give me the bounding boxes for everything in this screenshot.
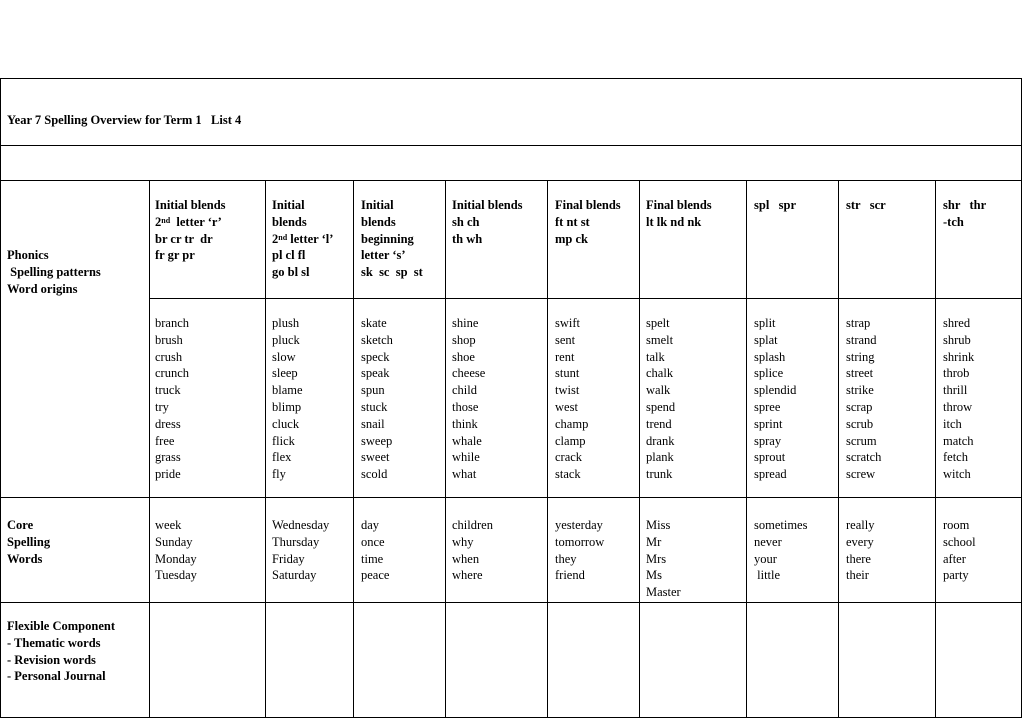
- spelling-word: shrub: [943, 332, 971, 347]
- spelling-word: scrub: [846, 416, 874, 431]
- core-word: Mrs: [646, 551, 667, 566]
- label-line: - Thematic words: [7, 635, 101, 650]
- spelling-word: trunk: [646, 467, 673, 482]
- spelling-word: spray: [754, 433, 782, 448]
- spelling-word: flex: [272, 450, 292, 465]
- spelling-word: shop: [452, 332, 476, 347]
- spelling-word: sweet: [361, 450, 390, 465]
- core-word: time: [361, 551, 384, 566]
- spelling-word: plush: [272, 316, 300, 330]
- document-title: Year 7 Spelling Overview for Term 1 List 4: [7, 113, 242, 127]
- spelling-word: spread: [754, 467, 787, 482]
- column-header: [943, 197, 986, 231]
- word-list: [155, 315, 189, 483]
- spelling-word: scold: [361, 467, 388, 482]
- spelling-word: chalk: [646, 366, 674, 381]
- spelling-word: splat: [754, 332, 778, 347]
- spelling-word: grass: [155, 450, 181, 465]
- word-list: [452, 315, 485, 483]
- spelling-word: clamp: [555, 433, 586, 448]
- core-word: Wednesday: [272, 518, 330, 532]
- header-line: lt lk nd nk: [646, 214, 702, 229]
- spelling-word: street: [846, 366, 874, 381]
- core-word: they: [555, 551, 577, 566]
- spelling-word: blame: [272, 383, 303, 398]
- core-word: room: [943, 518, 970, 532]
- spelling-word: sweep: [361, 433, 393, 448]
- column-divider: [149, 180, 150, 718]
- core-word: Tuesday: [155, 568, 197, 583]
- word-list: [846, 315, 881, 483]
- header-text: 2: [155, 214, 162, 229]
- row-divider: [0, 180, 1022, 181]
- spelling-word: fly: [272, 467, 286, 482]
- spelling-word: what: [452, 467, 477, 482]
- header-line: letter ‘s’: [361, 248, 406, 263]
- header-line: Initial: [361, 198, 394, 212]
- core-word: peace: [361, 568, 390, 583]
- label-line: Spelling patterns: [7, 264, 101, 279]
- spelling-word: try: [155, 399, 169, 414]
- core-word: every: [846, 534, 874, 549]
- core-word: Saturday: [272, 568, 317, 583]
- spelling-word: smelt: [646, 332, 674, 347]
- column-header: [754, 197, 796, 214]
- core-word: there: [846, 551, 871, 566]
- column-divider: [547, 180, 548, 718]
- core-word: Miss: [646, 518, 671, 532]
- spelling-word: talk: [646, 349, 665, 364]
- header-line: sk sc sp st: [361, 265, 423, 280]
- row-divider: [0, 602, 1022, 603]
- spelling-word: those: [452, 399, 479, 414]
- spelling-word: strand: [846, 332, 877, 347]
- spelling-word: sleep: [272, 366, 298, 381]
- header-line: shr thr: [943, 198, 987, 212]
- header-line: [272, 231, 333, 248]
- header-line: th wh: [452, 231, 483, 246]
- header-line: -tch: [943, 214, 964, 229]
- column-header: [155, 197, 226, 264]
- core-word: children: [452, 518, 493, 532]
- spelling-word: blimp: [272, 399, 302, 414]
- core-word: after: [943, 551, 966, 566]
- header-line: Initial blends: [155, 198, 226, 212]
- header-superscript: nd: [161, 215, 171, 225]
- spelling-word: fetch: [943, 450, 968, 465]
- spelling-word: west: [555, 399, 578, 414]
- core-word-list: [272, 517, 329, 584]
- core-word-list: [452, 517, 493, 584]
- header-line: Initial blends: [452, 198, 523, 212]
- spelling-word: sprout: [754, 450, 786, 465]
- core-word-list: [754, 517, 807, 584]
- core-word: school: [943, 534, 976, 549]
- core-word: tomorrow: [555, 534, 605, 549]
- spelling-word: whale: [452, 433, 482, 448]
- spelling-word: free: [155, 433, 175, 448]
- header-line: go bl sl: [272, 265, 310, 280]
- core-word: Thursday: [272, 534, 320, 549]
- core-word-list: [646, 517, 681, 601]
- column-header: [272, 197, 333, 281]
- spelling-word: match: [943, 433, 974, 448]
- spelling-word: split: [754, 316, 776, 330]
- header-text: 2: [272, 231, 279, 246]
- row-divider: [149, 298, 1022, 299]
- column-header: [646, 197, 712, 231]
- core-row-label: [7, 517, 50, 567]
- word-list: [943, 315, 974, 483]
- spelling-word: splendid: [754, 383, 797, 398]
- core-word: where: [452, 568, 483, 583]
- core-word: once: [361, 534, 385, 549]
- spelling-word: trend: [646, 416, 672, 431]
- spelling-word: speak: [361, 366, 390, 381]
- header-line: fr gr pr: [155, 248, 195, 263]
- spelling-word: scrum: [846, 433, 877, 448]
- spelling-word: sketch: [361, 332, 393, 347]
- spelling-word: shoe: [452, 349, 475, 364]
- spelling-word: spend: [646, 399, 676, 414]
- spelling-word: crack: [555, 450, 583, 465]
- spelling-word: drank: [646, 433, 675, 448]
- row-divider: [0, 145, 1022, 146]
- spelling-word: skate: [361, 316, 387, 330]
- core-word-list: [943, 517, 976, 584]
- core-word: when: [452, 551, 480, 566]
- column-divider: [746, 180, 747, 718]
- core-word: week: [155, 518, 182, 532]
- spelling-word: flick: [272, 433, 295, 448]
- row-divider: [0, 497, 1022, 498]
- core-word-list: [361, 517, 389, 584]
- header-line: br cr tr dr: [155, 231, 213, 246]
- label-line: - Revision words: [7, 652, 96, 667]
- core-word: Sunday: [155, 534, 193, 549]
- core-word: Master: [646, 585, 681, 600]
- header-superscript: nd: [278, 232, 288, 242]
- spelling-word: brush: [155, 332, 183, 347]
- header-line: pl cl fl: [272, 248, 306, 263]
- core-word-list: [555, 517, 604, 584]
- core-word: Mr: [646, 534, 662, 549]
- header-line: Initial: [272, 198, 305, 212]
- header-line: str scr: [846, 198, 886, 212]
- spelling-word: cheese: [452, 366, 486, 381]
- header-line: sh ch: [452, 214, 480, 229]
- spelling-word: throb: [943, 366, 970, 381]
- flexible-row-label: [7, 618, 115, 685]
- label-line: Spelling: [7, 534, 51, 549]
- spelling-word: branch: [155, 316, 190, 330]
- spelling-word: walk: [646, 383, 671, 398]
- spelling-word: dress: [155, 416, 181, 431]
- column-header: [555, 197, 621, 247]
- core-word: sometimes: [754, 518, 808, 532]
- spelling-word: shine: [452, 316, 479, 330]
- core-word: friend: [555, 568, 585, 583]
- spelling-word: sent: [555, 332, 576, 347]
- spelling-word: shrink: [943, 349, 975, 364]
- spelling-word: slow: [272, 349, 296, 364]
- column-divider: [838, 180, 839, 718]
- word-list: [361, 315, 393, 483]
- spelling-word: stunt: [555, 366, 580, 381]
- word-list: [272, 315, 303, 483]
- header-text: letter ‘l’: [287, 231, 334, 246]
- spelling-word: truck: [155, 383, 181, 398]
- core-word: your: [754, 551, 777, 566]
- spelling-word: champ: [555, 416, 589, 431]
- label-line: Flexible Component: [7, 619, 115, 633]
- spelling-word: rent: [555, 349, 575, 364]
- spelling-word: shred: [943, 316, 971, 330]
- core-word: day: [361, 518, 380, 532]
- spelling-word: thrill: [943, 383, 968, 398]
- core-word: Monday: [155, 551, 197, 566]
- header-line: Final blends: [555, 198, 621, 212]
- header-line: blends: [272, 214, 307, 229]
- spelling-word: sprint: [754, 416, 783, 431]
- column-header: [452, 197, 523, 247]
- header-line: mp ck: [555, 231, 588, 246]
- spelling-word: witch: [943, 467, 971, 482]
- spelling-word: spun: [361, 383, 385, 398]
- column-divider: [445, 180, 446, 718]
- spelling-word: plank: [646, 450, 674, 465]
- label-line: Words: [7, 551, 43, 566]
- column-divider: [935, 180, 936, 718]
- column-header: [846, 197, 886, 214]
- spelling-word: scrap: [846, 399, 873, 414]
- core-word: party: [943, 568, 969, 583]
- spelling-word: crush: [155, 349, 183, 364]
- label-line: Core: [7, 518, 34, 532]
- spelling-word: spelt: [646, 316, 670, 330]
- column-divider: [265, 180, 266, 718]
- spelling-word: strap: [846, 316, 871, 330]
- spelling-word: cluck: [272, 416, 300, 431]
- spelling-word: while: [452, 450, 480, 465]
- core-word: why: [452, 534, 474, 549]
- phonics-row-label: [7, 247, 101, 297]
- spelling-word: stack: [555, 467, 581, 482]
- column-divider: [639, 180, 640, 718]
- core-word: never: [754, 534, 782, 549]
- column-header: [361, 197, 423, 281]
- label-line: Phonics: [7, 248, 49, 262]
- spelling-word: itch: [943, 416, 962, 431]
- header-line: ft nt st: [555, 214, 590, 229]
- word-list: [646, 315, 675, 483]
- label-line: - Personal Journal: [7, 669, 106, 684]
- spelling-word: pride: [155, 467, 181, 482]
- core-word: little: [754, 568, 781, 583]
- header-line: Final blends: [646, 198, 712, 212]
- core-word: yesterday: [555, 518, 603, 532]
- spelling-word: string: [846, 349, 875, 364]
- spelling-word: splice: [754, 366, 784, 381]
- header-text: letter ‘r’: [170, 214, 222, 229]
- header-line: beginning: [361, 231, 414, 246]
- spelling-word: twist: [555, 383, 580, 398]
- spelling-word: crunch: [155, 366, 190, 381]
- column-divider: [353, 180, 354, 718]
- spelling-word: throw: [943, 399, 973, 414]
- spelling-word: speck: [361, 349, 390, 364]
- spelling-word: swift: [555, 316, 580, 330]
- core-word: Ms: [646, 568, 662, 583]
- spelling-word: think: [452, 416, 478, 431]
- core-word-list: [155, 517, 197, 584]
- spelling-word: spree: [754, 399, 781, 414]
- spelling-word: strike: [846, 383, 874, 398]
- spelling-word: stuck: [361, 399, 388, 414]
- core-word: their: [846, 568, 869, 583]
- word-list: [754, 315, 796, 483]
- spelling-word: scratch: [846, 450, 882, 465]
- core-word: really: [846, 518, 875, 532]
- label-line: Word origins: [7, 281, 78, 296]
- spelling-word: pluck: [272, 332, 300, 347]
- header-line: [155, 214, 226, 231]
- spelling-word: child: [452, 383, 477, 398]
- spelling-word: snail: [361, 416, 385, 431]
- header-line: blends: [361, 214, 396, 229]
- spelling-word: screw: [846, 467, 876, 482]
- header-line: spl spr: [754, 198, 797, 212]
- word-list: [555, 315, 588, 483]
- spelling-word: splash: [754, 349, 786, 364]
- core-word-list: [846, 517, 874, 584]
- core-word: Friday: [272, 551, 305, 566]
